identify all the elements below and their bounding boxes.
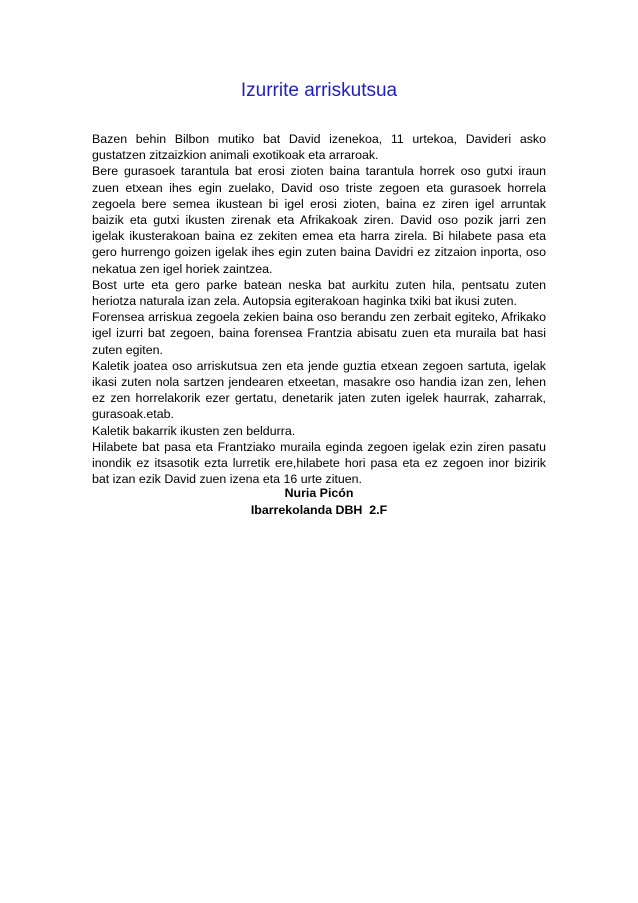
paragraph: Kaletik joatea oso arriskutsua zen eta jende guztia etxean zegoen sartuta, igelak ikasi zuten nola sartzen jendearen etxeetan, masakre oso handia izan zen, lehen ez zen horrelakorik ezer gertatu, denetarik jaten zuten igelek haurrak, zaharrak, gurasoak.etab. — [92, 358, 546, 422]
school-class: Ibarrekolanda DBH 2.F — [250, 503, 388, 517]
paragraph: Kaletik bakarrik ikusten zen beldurra. — [92, 423, 296, 438]
paragraph: Forensea arriskua zegoela zekien baina oso berandu zen zerbait egiteko, Afrikako igel izurri bat zegoen, baina forensea Frantzia abisatu zuen eta muraila bat hasi zuten egiten. — [92, 310, 546, 357]
author-name: Nuria Picón — [284, 486, 354, 500]
signature-block — [0, 485, 638, 519]
document-title: Izurrite arriskutsua — [240, 80, 398, 101]
document-body — [92, 131, 546, 487]
paragraph: Hilabete bat pasa eta Frantziako muraila eginda zegoen igelak ezin ziren pasatu inondik ez itsasotik ezta lurretik ere,hilabete hori pasa eta ez zegoen inor bizirik bat izan ezik David zuen izena eta 16 urte zituen. — [92, 439, 546, 487]
paragraph: Bere gurasoek tarantula bat erosi zioten baina tarantula horrek oso gutxi iraun zuen etxean ihes egin zuelako, David oso triste zegoen eta gurasoek horrela zegoela bere semea ikustean bi igel erosi zioten, baina ez ziren igel arruntak baizik eta gutxi ikusten zirenak eta Afrikakoak ziren. David oso pozik jarri zen igelak ikusterakoan baina ez zekiten emea eta harra zirela. Bi hilabete pasa eta gero hurrengo goizen igelak ihes egin zuten baina Davidri ez zitzaion inporta, oso nekatua zen igel horiek zaintzea. — [92, 164, 546, 276]
paragraph: Bazen behin Bilbon mutiko bat David izenekoa, 11 urtekoa, Davideri asko gustatzen zitzaizkion animali exotikoak eta arraroak. — [92, 132, 546, 163]
paragraph: Bost urte eta gero parke batean neska bat aurkitu zuten hila, pentsatu zuten heriotza naturala izan zela. Autopsia egiterakoan haginka txiki bat ikusi zuten. — [92, 277, 546, 309]
